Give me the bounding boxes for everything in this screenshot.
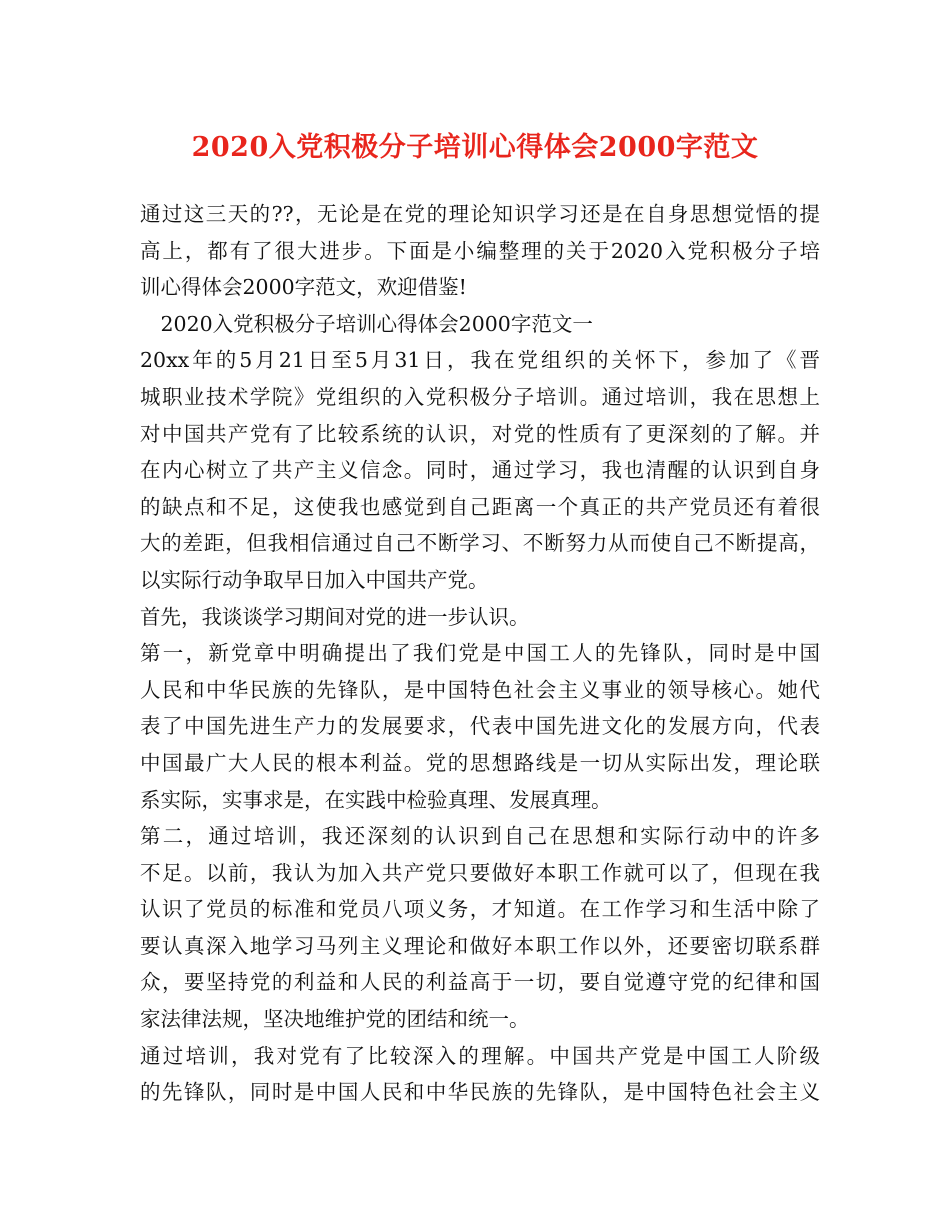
body-line: 中国最广大人民的根本利益。党的思想路线是一切从实际出发，理论联 bbox=[140, 750, 820, 775]
body-line: 表了中国先进生产力的发展要求，代表中国先进文化的发展方向，代表 bbox=[140, 714, 820, 739]
body-line: 20xx年的5月21日至5月31日，我在党组织的关怀下，参加了《晋 bbox=[140, 348, 820, 373]
body-line: 对中国共产党有了比较系统的认识，对党的性质有了更深刻的了解。并 bbox=[140, 421, 820, 446]
body-line: 以实际行动争取早日加入中国共产党。 bbox=[140, 567, 489, 592]
body-line: 首先，我谈谈学习期间对党的进一步认识。 bbox=[140, 604, 530, 629]
body-line: 在内心树立了共产主义信念。同时，通过学习，我也清醒的认识到自身 bbox=[140, 458, 820, 483]
body-line: 家法律法规，坚决地维护党的团结和统一。 bbox=[140, 1007, 530, 1032]
body-line: 众，要坚持党的利益和人民的利益高于一切，要自觉遵守党的纪律和国 bbox=[140, 970, 820, 995]
body-line: 系实际，实事求是，在实践中检验真理、发展真理。 bbox=[140, 787, 612, 812]
document-body bbox=[140, 196, 820, 1111]
body-line: 训心得体会2000字范文，欢迎借鉴! bbox=[140, 275, 467, 300]
body-line: 人民和中华民族的先锋队，是中国特色社会主义事业的领导核心。她代 bbox=[140, 677, 820, 702]
body-line: 大的差距，但我相信通过自己不断学习、不断努力从而使自己不断提高， bbox=[140, 531, 820, 556]
body-line: 认识了党员的标准和党员八项义务，才知道。在工作学习和生活中除了 bbox=[140, 897, 820, 922]
body-line: 要认真深入地学习马列主义理论和做好本职工作以外，还要密切联系群 bbox=[140, 933, 820, 958]
body-line: 第一，新党章中明确提出了我们党是中国工人的先锋队，同时是中国 bbox=[140, 641, 820, 666]
body-line: 通过培训，我对党有了比较深入的理解。中国共产党是中国工人阶级 bbox=[140, 1043, 820, 1068]
body-line: 的先锋队，同时是中国人民和中华民族的先锋队，是中国特色社会主义 bbox=[140, 1080, 820, 1105]
body-line: 城职业技术学院》党组织的入党积极分子培训。通过培训，我在思想上 bbox=[140, 384, 820, 409]
body-line: 第二，通过培训，我还深刻的认识到自己在思想和实际行动中的许多 bbox=[140, 824, 820, 849]
body-line: 不足。以前，我认为加入共产党只要做好本职工作就可以了，但现在我 bbox=[140, 860, 820, 885]
body-line: 的缺点和不足，这使我也感觉到自己距离一个真正的共产党员还有着很 bbox=[140, 494, 820, 519]
body-line: 通过这三天的??，无论是在党的理论知识学习还是在自身思想觉悟的提 bbox=[140, 202, 820, 226]
body-line: 高上，都有了很大进步。下面是小编整理的关于2020入党积极分子培 bbox=[140, 238, 820, 263]
section-heading: 2020入党积极分子培训心得体会2000字范文一 bbox=[140, 311, 593, 336]
document-title: 2020入党积极分子培训心得体会2000字范文 bbox=[191, 132, 759, 163]
